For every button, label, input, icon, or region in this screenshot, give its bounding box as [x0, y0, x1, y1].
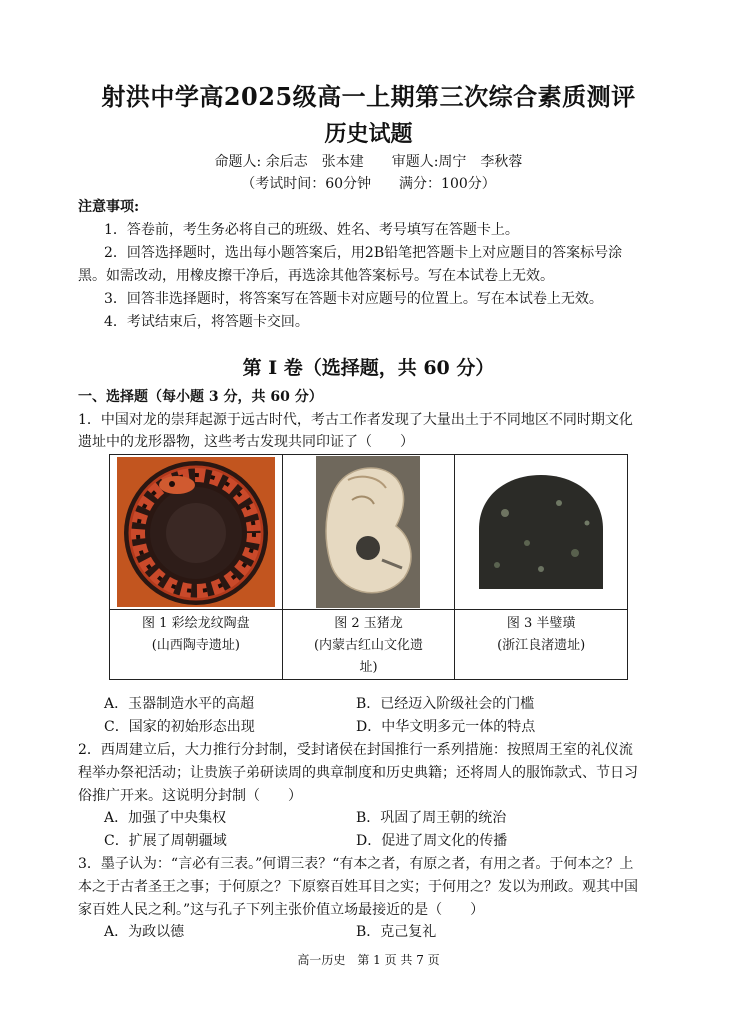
- question-1-line: 遗址中的龙形器物，这些考古发现共同印证了（ ）: [78, 434, 414, 450]
- notice-item: 1．答卷前，考生务必将自己的班级、姓名、考号填写在答题卡上。: [104, 222, 519, 238]
- half-bi-huang-jade-image: [475, 473, 607, 591]
- figure-1-caption: [110, 610, 283, 680]
- option-b[interactable]: B．巩固了周王朝的统治: [356, 810, 507, 826]
- notice-heading: 注意事项:: [78, 199, 140, 215]
- part-heading: 一、选择题（每小题 3 分，共 60 分）: [78, 389, 323, 405]
- section-title: 第 I 卷（选择题，共 60 分）: [242, 357, 495, 379]
- figure-1-title: 图 1 彩绘龙纹陶盘: [142, 616, 250, 631]
- option-a[interactable]: A．为政以德: [104, 924, 185, 940]
- question-2-line: 俗推广开来。这说明分封制（ ）: [78, 788, 302, 804]
- option-a[interactable]: A．加强了中央集权: [104, 810, 227, 826]
- painted-dragon-plate-image: [117, 457, 275, 607]
- option-c[interactable]: C．国家的初始形态出现: [104, 719, 255, 735]
- option-a[interactable]: A．玉器制造水平的高超: [104, 696, 255, 712]
- question-2-line: 2．西周建立后，大力推行分封制，受封诸侯在封国推行一系列措施：按照周王室的礼仪流: [78, 742, 633, 758]
- notice-item: 3．回答非选择题时，将答案写在答题卡对应题号的位置上。写在本试卷上无效。: [104, 291, 603, 307]
- figure-3-site: (浙江良渚遗址): [497, 638, 586, 653]
- notice-item: 黑。如需改动，用橡皮擦干净后，再选涂其他答案标号。写在本试卷上无效。: [78, 268, 554, 284]
- question-1-line: 1．中国对龙的崇拜起源于远古时代，考古工作者发现了大量出土于不同地区不同时期文化: [78, 412, 633, 428]
- question-2-line: 程举办祭祀活动；让贵族子弟研读周的典章制度和历史典籍；还将周人的服饰款式、节日习: [78, 765, 638, 781]
- figure-1-site: (山西陶寺遗址): [151, 638, 240, 653]
- option-d[interactable]: D．中华文明多元一体的特点: [356, 719, 536, 735]
- authors-line: 命题人: 余后志 张本建 审题人:周宁 李秋蓉: [214, 154, 523, 170]
- figure-2-title: 图 2 玉猪龙: [334, 616, 403, 631]
- question-3-line: 家百姓人民之利。”这与孔子下列主张价值立场最接近的是（ ）: [78, 902, 485, 918]
- figure-2-site: (内蒙古红山文化遗: [313, 638, 424, 653]
- option-b[interactable]: B．克己复礼: [356, 924, 437, 940]
- figure-3-title: 图 3 半璧璜: [506, 616, 576, 631]
- notice-item: 2．回答选择题时，选出每小题答案后，用2B铅笔把答题卡上对应题目的答案标号涂: [104, 245, 623, 261]
- figure-1-cell: [110, 455, 283, 610]
- exam-title: 射洪中学高2025级高一上期第三次综合素质测评: [101, 82, 636, 111]
- option-b[interactable]: B．已经迈入阶级社会的门槛: [356, 696, 535, 712]
- option-d[interactable]: D．促进了周文化的传播: [356, 833, 508, 849]
- option-c[interactable]: C．扩展了周朝疆域: [104, 833, 227, 849]
- figure-3-cell: [455, 455, 628, 610]
- figure-2-cell: [282, 455, 455, 610]
- figure-2-caption: [282, 610, 455, 680]
- exam-info-line: （考试时间：60分钟 满分：100分）: [241, 176, 496, 192]
- question-3-line: 本之于古者圣王之事；于何原之？下原察百姓耳目之实；于何用之？发以为刑政。观其中国: [78, 879, 638, 895]
- figure-3-caption: [455, 610, 628, 680]
- figure-2-site-cont: 址): [359, 660, 378, 675]
- question-3-line: 3．墨子认为：“言必有三表。”何谓三表？“有本之者，有原之者，有用之者。于何本之？上: [78, 856, 634, 872]
- page-footer: 高一历史 第 1 页 共 7 页: [297, 953, 440, 967]
- exam-subject: 历史试题: [324, 121, 413, 147]
- figure-table: [109, 454, 628, 680]
- notice-item: 4．考试结束后，将答题卡交回。: [104, 314, 309, 330]
- jade-pig-dragon-image: [316, 456, 420, 608]
